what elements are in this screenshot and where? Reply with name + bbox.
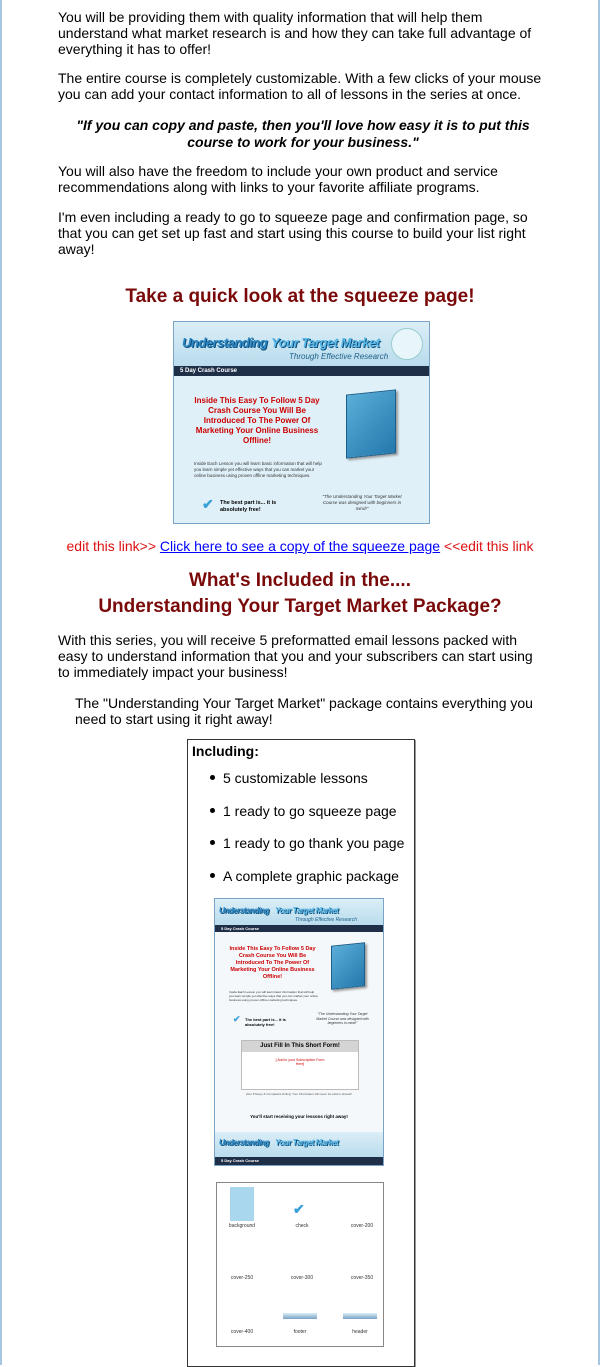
squeeze-heading: Take a quick look at the squeeze page!: [125, 286, 475, 307]
thumb-footer-banner: [215, 1132, 383, 1157]
graphic-caption: cover-400: [230, 1329, 254, 1335]
graphic-caption: header: [352, 1329, 368, 1335]
check-icon: ✔: [202, 496, 214, 512]
squeeze-page-link[interactable]: Click here to see a copy of the squeeze page: [159, 538, 441, 554]
package-heading-line-1: What's Included in the....: [189, 570, 411, 591]
thumb-best-part: The best part is... it is absolutely free!: [245, 1017, 286, 1027]
list-item: 5 customizable lessons: [210, 770, 404, 803]
thumb-footer-title-a: Understanding: [219, 1138, 269, 1147]
preview-subtitle: Through Effective Research: [289, 352, 389, 361]
intro-paragraph-3: You will also have the freedom to include your own product and service recommendations along with links to your favorite affiliate programs.: [58, 163, 498, 195]
including-box: [187, 739, 415, 1367]
cover-350-icon: [217, 1277, 239, 1309]
thumb-form-after: You'll start receiving your lessons right away!: [250, 1114, 348, 1119]
thumb-form-note: [ Add in your Subscription Form Here]: [275, 1058, 325, 1066]
graphic-caption: check: [295, 1223, 309, 1229]
thumb-body-text: Inside Each Lesson you will learn basic information that will help you learn simple yet effective ways that you can market your online business using proven offline marketing techniques.: [229, 990, 318, 1002]
preview-quote: "The Understanding Your Target Market Course was designed with beginners in mind!": [322, 494, 402, 511]
squeeze-page-preview[interactable]: [173, 321, 430, 524]
preview-best-part: The best part is... it is absolutely free!: [220, 500, 277, 513]
thumb-quote: "The Understanding Your Target Market Course was designed with beginners in mind!": [316, 1012, 369, 1025]
intro-quote: "If you can copy and paste, then you'll love how easy it is to put this course to work for your business.": [76, 117, 530, 150]
graphic-caption: cover-300: [290, 1275, 314, 1281]
header-graphic-icon: [343, 1313, 377, 1319]
list-item: A complete graphic package: [210, 868, 404, 901]
thumb-form-title: Just Fill In This Short Form!: [242, 1041, 358, 1052]
thumb-ebook-cover-icon: [331, 942, 365, 990]
edit-link-prefix: edit this link>>: [66, 538, 160, 554]
graphics-package-thumbnail: [216, 1182, 384, 1347]
preview-bar: 5 Day Crash Course: [174, 366, 429, 376]
included-items-list: [210, 770, 404, 900]
graphic-caption: background: [228, 1223, 256, 1229]
preview-banner: [174, 322, 429, 366]
edit-link-suffix: <<edit this link: [440, 538, 534, 554]
preview-headline: Inside This Easy To Follow 5 Day Crash Course You Will Be Introduced To The Power Of Marketing Your Online Business Offline!: [194, 396, 320, 445]
thumb-title-a: Understanding: [219, 906, 269, 915]
thumb-subtitle: Through Effective Research: [295, 917, 357, 923]
thumb-form: [241, 1040, 359, 1090]
list-item: 1 ready to go thank you page: [210, 835, 404, 868]
thumb-form-privacy: (Our Privacy & Complaints Policy) Your information will never be sold or shared!: [246, 1092, 352, 1096]
thumb-footer-title-b: Your Target Market: [275, 1138, 339, 1147]
thumb-bar: 5 Day Crash Course: [215, 925, 383, 932]
intro-paragraph-2: The entire course is completely customizable. With a few clicks of your mouse you can add your contact information to all of lessons in the series at once.: [58, 70, 542, 102]
package-heading-line-2: Understanding Your Target Market Package?: [98, 596, 502, 617]
package-paragraph-2: The "Understanding Your Target Market" package contains everything you need to start using it right away!: [75, 695, 533, 727]
preview-body-text: Inside Each Lesson you will learn basic information that will help you learn simple yet effective ways that you can market your online business using proven offline marketing techniques.: [194, 461, 322, 478]
chart-illustration-icon: [391, 328, 423, 360]
cover-400-icon: [217, 1309, 239, 1341]
thumb-check-icon: ✔: [233, 1014, 241, 1024]
footer-graphic-icon: [283, 1313, 317, 1319]
thumb-body: [215, 932, 383, 1132]
thumb-headline: Inside This Easy To Follow 5 Day Crash Course You Will Be Introduced To The Power Of Marketing Your Online Business Offline!: [229, 946, 316, 980]
intro-paragraph-1: You will be providing them with quality information that will help them understand what market research is and how they can take full advantage of everything it has to offer!: [58, 9, 532, 57]
check-graphic-icon: ✔: [293, 1201, 305, 1217]
cover-300-icon: [217, 1245, 239, 1277]
graphic-caption: cover-250: [230, 1275, 254, 1281]
intro-paragraph-4: I'm even including a ready to go to squeeze page and confirmation page, so that you can get set up fast and start using this course to build your list right away!: [58, 209, 528, 257]
thumb-title-b: Your Target Market: [275, 906, 339, 915]
thumb-banner: [215, 899, 383, 925]
thumb-footer-bar: 5 Day Crash Course: [215, 1157, 383, 1165]
graphic-caption: cover-200: [350, 1223, 374, 1229]
ebook-cover-icon: [346, 389, 396, 458]
preview-body: [174, 376, 429, 523]
package-paragraph-1: With this series, you will receive 5 preformatted email lessons packed with easy to understand information that you and your subscribers can start using to immediately impact your business!: [58, 632, 533, 680]
list-item: 1 ready to go squeeze page: [210, 803, 404, 836]
preview-title-a: Understanding: [182, 335, 268, 350]
preview-title-b: Your Target Market: [271, 335, 380, 350]
graphic-caption: cover-350: [350, 1275, 374, 1281]
including-heading: Including:: [192, 743, 259, 759]
full-squeeze-page-thumbnail: [214, 898, 384, 1166]
squeeze-link-line: [0, 538, 600, 554]
background-graphic-icon: [230, 1187, 254, 1221]
graphic-caption: footer: [293, 1329, 307, 1335]
